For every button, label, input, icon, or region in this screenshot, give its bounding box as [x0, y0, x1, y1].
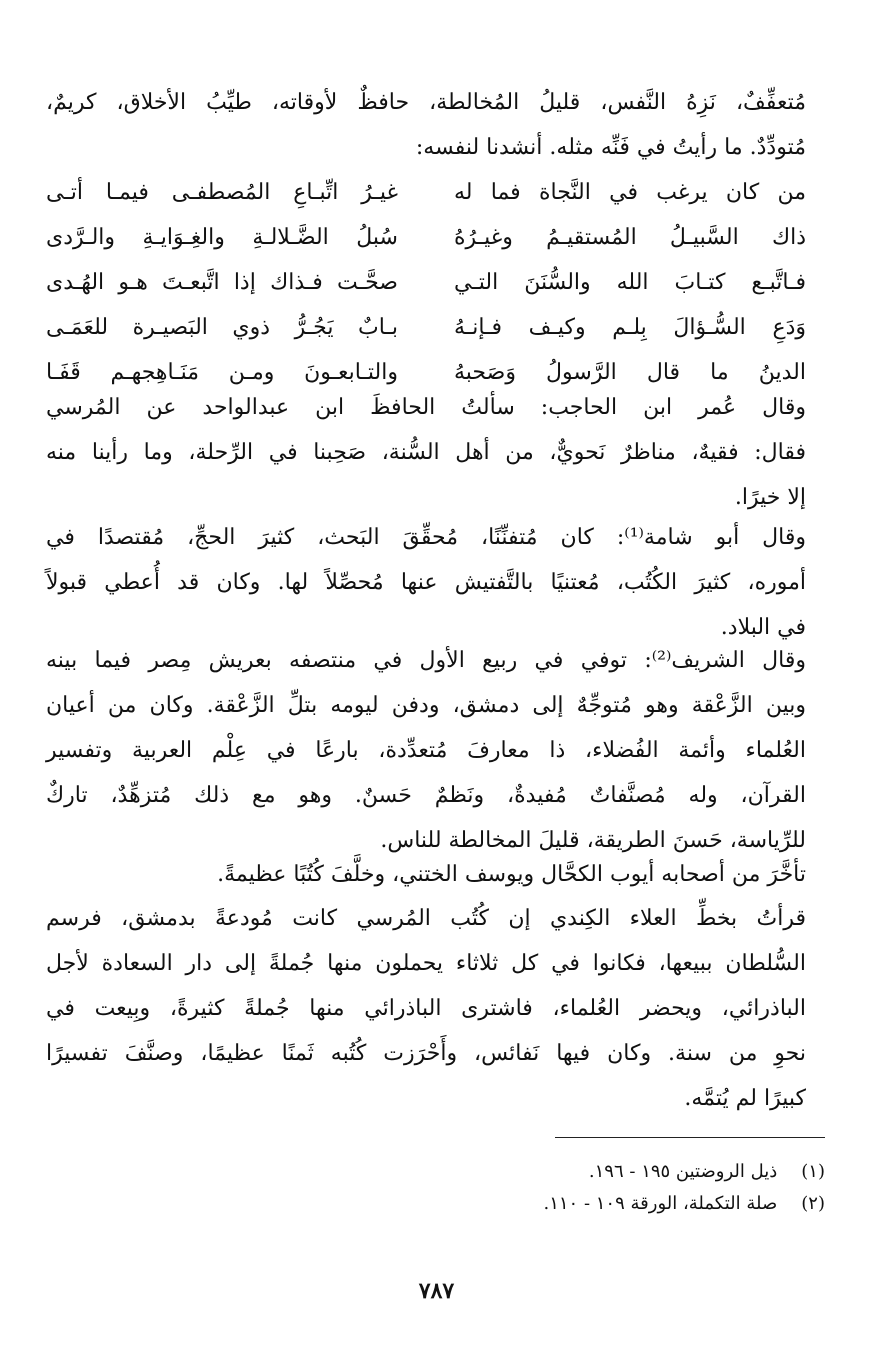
verse-first-hemistich: وَدَعِ السُّـؤالَ بِلـم وكيـف فـإنـهُ [454, 315, 806, 340]
verse-first-hemistich: الدينُ ما قال الرَّسولُ وَصَحبهُ [454, 360, 806, 385]
text-line: قرأتُ بخطِّ العلاء الكِندي إن كُتُب المُرسي كانت مُودعةً بدمشق، فرسم [46, 906, 806, 931]
footnotes [65, 1156, 825, 1220]
footnote-text: ذيل الروضتين ١٩٥ - ١٩٦. [588, 1161, 778, 1182]
paragraph-kindi [46, 896, 806, 1121]
page-number: ٧٨٧ [418, 1278, 455, 1304]
paragraph-abu-shama [46, 515, 806, 650]
text-line: فقال: فقيهٌ، مناظرٌ نَحويٌّ، من أهل السُّنة، صَحِبنا في الرِّحلة، وما رأينا منه [46, 440, 806, 465]
text-line: أموره، كثيرَ الكُتُب، مُعتنيًا بالتَّفتيش عنها مُحصِّلاً لها. وكان قد أُعطي قبولاً [46, 570, 806, 595]
verse-second-hemistich: بـابٌ يَجُـرُّ ذوي البَصيـرة للعَمَـى [46, 315, 398, 340]
poem-verse [46, 305, 806, 350]
text-line: القرآن، وله مُصنَّفاتٌ مُفيدةٌ، ونَظمٌ حَسنٌ. وهو مع ذلك مُتزهِّدٌ، تاركٌ [46, 783, 806, 808]
poem-verse [46, 260, 806, 305]
text-line: وبين الزَّعْقة وهو مُتوجِّهٌ إلى دمشق، ودفن ليومه بتلِّ الزَّعْقة. وكان من أعيان [46, 693, 806, 718]
poem [46, 170, 806, 395]
verse-first-hemistich: من كان يرغب في النَّجاة فما له [454, 180, 806, 205]
poem-verse [46, 215, 806, 260]
text-line: نحوِ من سنة. وكان فيها نَفائس، وأَحْرَزت كُتُبه ثَمنًا عظيمًا، وصنَّفَ تفسيرًا [46, 1041, 806, 1066]
verse-second-hemistich: غيـرُ اتِّبـاعِ المُصطفـى فيمـا أتـى [46, 180, 398, 205]
text-line: تأخَّرَ من أصحابه أيوب الكحَّال ويوسف الختني، وخلَّفَ كُتُبًا عظيمةً. [217, 862, 806, 887]
text-line: كبيرًا لم يُتمَّه. [684, 1086, 806, 1111]
verse-second-hemistich: سُبلُ الضَّـلالـةِ والغِـوَايـةِ والـرَّدى [46, 225, 398, 250]
footnote [65, 1188, 825, 1220]
text-line: الباذرائي، ويحضر العُلماء، فاشترى الباذرائي منها جُملةً كثيرةً، وبِيعت في [46, 996, 806, 1021]
footnote-divider [555, 1137, 825, 1138]
text-line: مُتعفِّفٌ، نَزِهُ النَّفس، قليلُ المُخالطة، حافظٌ لأوقاته، طيِّبُ الأخلاق، كريمٌ، [46, 90, 806, 115]
footnote [65, 1156, 825, 1188]
text-line: إلا خيرًا. [734, 485, 806, 510]
paragraph-students [46, 852, 806, 897]
text-line: وقال عُمر ابن الحاجب: سألتُ الحافظَ ابن عبدالواحد عن المُرسي [46, 395, 806, 420]
verse-second-hemistich: صحَّـت فـذاك إذا اتَّبعـتَ هـو الهُـدى [46, 270, 398, 295]
text-line: وقال الشريف⁽²⁾: توفي في ربيع الأول في منتصفه بعريش مِصر فيما بينه [46, 648, 806, 673]
footnote-number: (٢) [801, 1193, 825, 1214]
poem-verse [46, 170, 806, 215]
text-line: في البلاد. [720, 615, 806, 640]
paragraph-hajib [46, 385, 806, 520]
text-line: السُّلطان ببيعها، فكانوا في كل ثلاثاء يحملون منها جُملةً إلى دار السعادة لأجل [46, 951, 806, 976]
paragraph-top [46, 80, 806, 170]
footnote-number: (١) [801, 1161, 825, 1182]
text-line: وقال أبو شامة⁽¹⁾: كان مُتفنِّنًا، مُحقِّقَ البَحث، كثيرَ الحجِّ، مُقتصدًا في [46, 525, 806, 550]
verse-first-hemistich: فـاتَّبـع كتـابَ الله والسُّنَنَ التـي [454, 270, 806, 295]
text-line: مُتودِّدٌ. ما رأيتُ في فَنِّه مثله. أنشدنا لنفسه: [415, 135, 806, 160]
footnote-text: صلة التكملة، الورقة ١٠٩ - ١١٠. [543, 1193, 778, 1214]
verse-second-hemistich: والتـابعـونَ ومـن مَنَـاهِجهـم قَفَـا [46, 360, 398, 385]
paragraph-sharif [46, 638, 806, 863]
verse-first-hemistich: ذاك السَّبيـلُ المُستقيـمُ وغيـرُهُ [454, 225, 806, 250]
text-line: للرِّياسة، حَسنَ الطريقة، قليلَ المخالطة للناس. [380, 828, 806, 853]
text-line: العُلماء وأئمة الفُضلاء، ذا معارفَ مُتعدِّدة، بارعًا في عِلْم العربية وتفسير [46, 738, 806, 763]
